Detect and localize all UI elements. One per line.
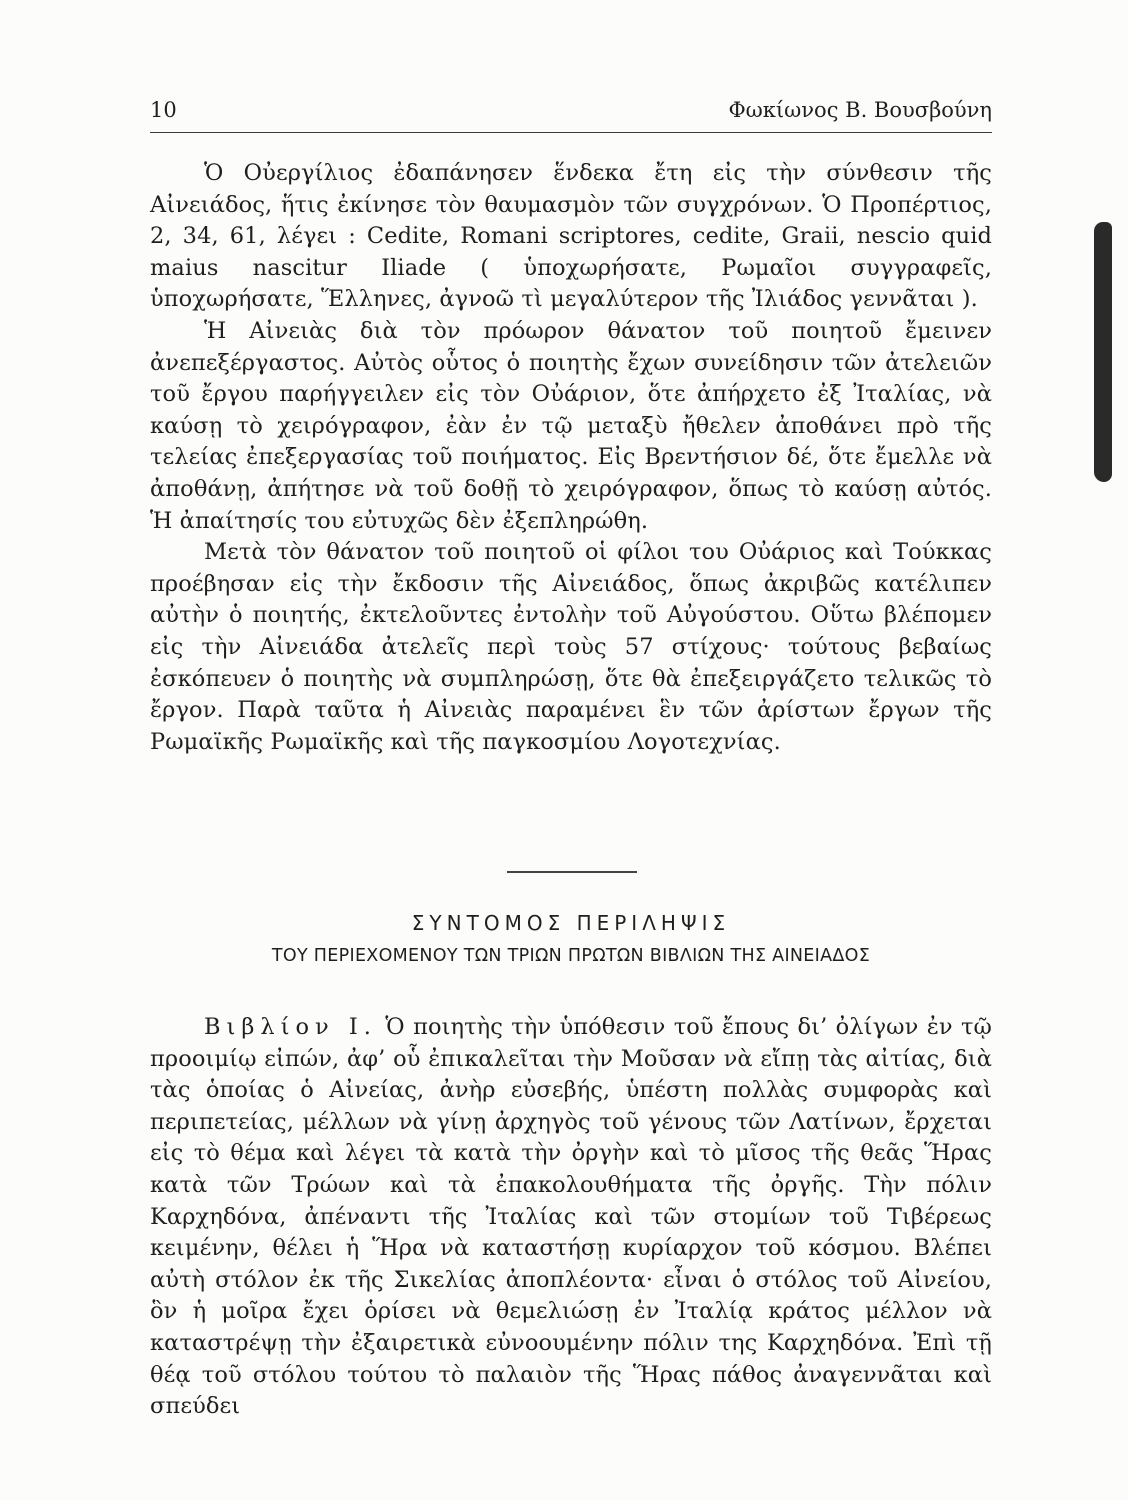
main-text: [150, 158, 992, 758]
book-one-paragraph: [150, 1012, 992, 1423]
paragraph-3: Μετὰ τὸν θάνατον τοῦ ποιητοῦ οἱ φίλοι του Οὐάριος καὶ Τούκκας προέβησαν εἰς τὴν ἔκδοσιν τῆς Αἰνειάδος, ὅπως ἀκριβῶς κατέλιπεν αὐτὴν ὁ ποιητής, ἐκτελοῦντες ἐντολὴν τοῦ Αὐγούστου. Οὕτω βλέπομεν εἰς τὴν Αἰνειάδα ἀτελεῖς περὶ τοὺς 57 στίχους· τούτους βεβαίως ἐσκόπευεν ὁ ποιητὴς νὰ συμπληρώσῃ, ὅτε θὰ ἐπεξειργάζετο τελικῶς τὸ ἔργον. Παρὰ ταῦτα ἡ Αἰνειὰς παραμένει ἓν τῶν ἀρίστων ἔργων τῆς Ρωμαϊκῆς Ρωμαϊκῆς καὶ τῆς παγκοσμίου Λογοτεχνίας.: [150, 539, 992, 755]
book-label: Βιβλίον Ι.: [204, 1014, 377, 1040]
paragraph-1: Ὁ Οὐεργίλιος ἐδαπάνησεν ἕνδεκα ἔτη εἰς τὴν σύνθεσιν τῆς Αἰνειάδος, ἥτις ἐκίνησε τὸν θαυμασμὸν τῶν συγχρόνων. Ὁ Προπέρτιος, 2, 34, 61, λέγει : Cedite, Romani scriptores, cedite, Graii, nescio quid maius nascitur Iliade ( ὑποχωρήσατε, Ρωμαῖοι συγγραφεῖς, ὑποχωρήσατε, Ἕλληνες, ἀγνοῶ τὶ μεγαλύτερον τῆς Ἰλιάδος γεννᾶται ).: [150, 160, 992, 313]
page-header: [150, 92, 992, 133]
scan-edge-mark: [1094, 222, 1112, 482]
summary-title: ΣΥΝΤΟΜΟΣ ΠΕΡΙΛΗΨΙΣ: [411, 911, 731, 935]
running-head: Φωκίωνος Β. Βουσβούνη: [728, 98, 992, 122]
section-divider: [507, 871, 637, 873]
summary-subtitle: ΤΟΥ ΠΕΡΙΕΧΟΜΕΝΟΥ ΤΩΝ ΤΡΙΩΝ ΠΡΩΤΩΝ ΒΙΒΛΙΩΝ ΤΗΣ ΑΙΝΕΙΑΔΟΣ: [271, 946, 871, 966]
summary-text: [150, 1012, 992, 1423]
page-number: 10: [150, 98, 177, 122]
paragraph-2: Ἡ Αἰνειὰς διὰ τὸν πρόωρον θάνατον τοῦ ποιητοῦ ἔμεινεν ἀνεπεξέργαστος. Αὐτὸς οὗτος ὁ ποιητὴς ἔχων συνείδησιν τῶν ἀτελειῶν τοῦ ἔργου παρήγγειλεν εἰς τὸν Οὐάριον, ὅτε ἀπήρχετο ἐξ Ἰταλίας, νὰ καύσῃ τὸ χειρόγραφον, ἐὰν ἐν τῷ μεταξὺ ἤθελεν ἀποθάνει πρὸ τῆς τελείας ἐπεξεργασίας τοῦ ποιήματος. Εἰς Βρεντήσιον δέ, ὅτε ἔμελλε νὰ ἀποθάνῃ, ἀπήτησε νὰ τοῦ δοθῇ τὸ χειρόγραφον, ὅπως τὸ καύσῃ αὐτός. Ἡ ἀπαίτησίς του εὐτυχῶς δὲν ἐξεπληρώθη.: [150, 317, 992, 534]
book-one-text: Ὁ ποιητὴς τὴν ὑπόθεσιν τοῦ ἔπους δι’ ὀλίγων ἐν τῷ προοιμίῳ εἰπών, ἀφ’ οὗ ἐπικαλεῖται τὴν Μοῦσαν νὰ εἴπῃ τὰς αἰτίας, διὰ τὰς ὁποίας ὁ Αἰνείας, ἀνὴρ εὐσεβής, ὑπέστη πολλὰς συμφορὰς καὶ περιπετείας, μέλλων νὰ γίνῃ ἀρχηγὸς τοῦ γένους τῶν Λατίνων, ἔρχεται εἰς τὸ θέμα καὶ λέγει τὰ κατὰ τὴν ὀργὴν καὶ τὸ μῖσος τῆς θεᾶς Ἥρας κατὰ τῶν Τρώων καὶ τὰ ἐπακολουθήματα τῆς ὀργῆς. Τὴν πόλιν Καρχηδόνα, ἀπέναντι τῆς Ἰταλίας καὶ τῶν στομίων τοῦ Τιβέρεως κειμένην, θέλει ἡ Ἥρα νὰ καταστήσῃ κυρίαρχον τοῦ κόσμου. Βλέπει αὐτὴ στόλον ἐκ τῆς Σικελίας ἀποπλέοντα· εἶναι ὁ στόλος τοῦ Αἰνείου, ὃν ἡ μοῖρα ἔχει ὁρίσει νὰ θεμελιώσῃ ἐν Ἰταλίᾳ κράτος μέλλον νὰ καταστρέψῃ τὴν ἐξαιρετικὰ εὐνοουμένην πόλιν της Καρχηδόνα. Ἐπὶ τῇ θέᾳ τοῦ στόλου τούτου τὸ παλαιὸν τῆς Ἥρας πάθος ἀναγεννᾶται καὶ σπεύδει: [150, 1014, 992, 1420]
